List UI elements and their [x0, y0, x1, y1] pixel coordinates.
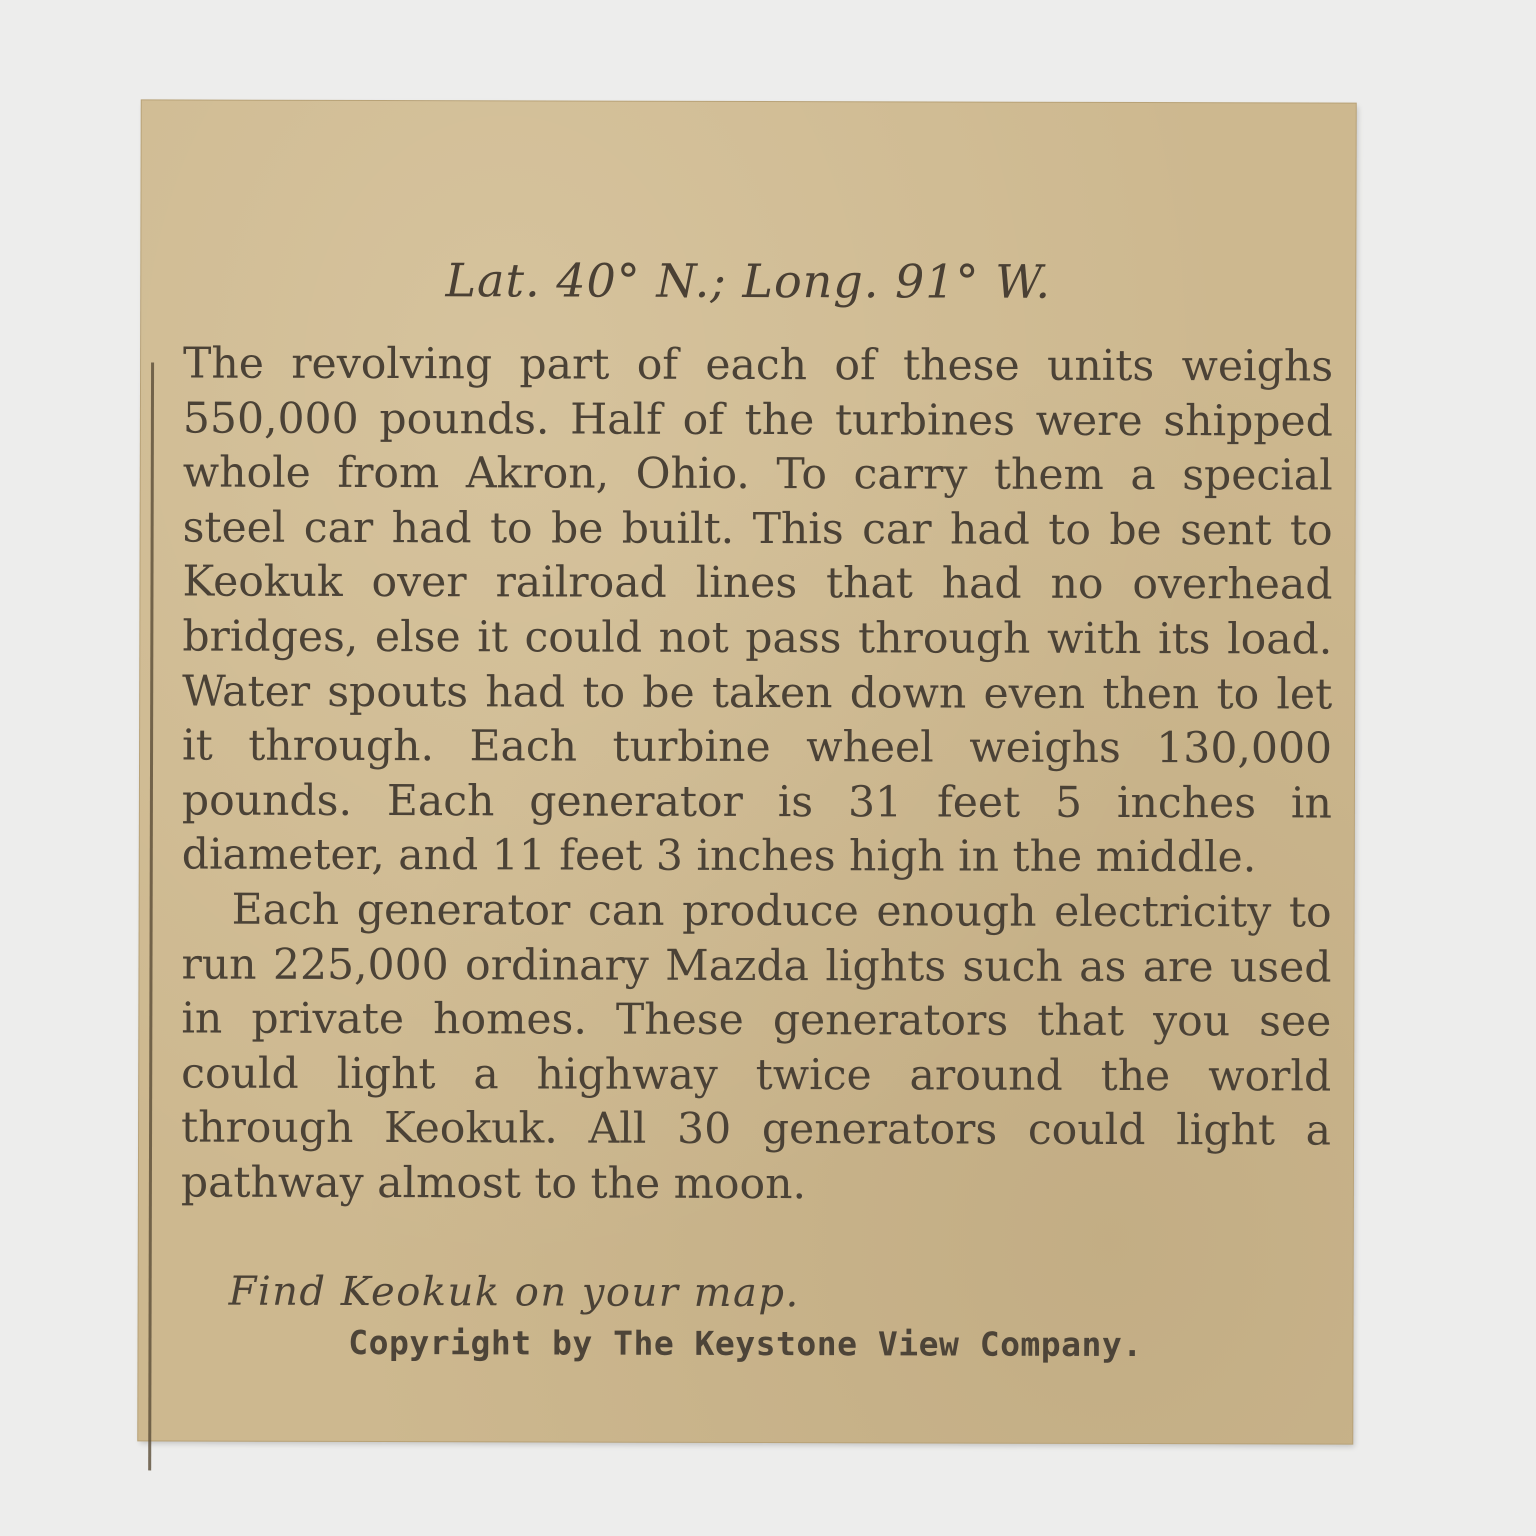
margin-rule	[148, 362, 154, 1470]
paragraph-generators: Each generator can produce enough electricity to run 225,000 ordinary Mazda lights such as are used in private homes. These generators that you see could light a highway twice around the world through Keokuk. All 30 generators could light a pathway almost to the moon.	[180, 885, 1332, 1210]
copyright-line: Copyright by The Keystone View Company.	[348, 1322, 1143, 1365]
coordinates-heading: Lat. 40° N.; Long. 91° W.	[445, 253, 1052, 309]
description-text	[181, 338, 1333, 1215]
paragraph-turbines: The revolving part of each of these units weighs 550,000 pounds. Half of the turbines were shipped whole from Akron, Ohio. To carry them a special steel car had to be built. This car had to be sent to Keokuk over railroad lines that had no overhead bridges, else it could not pass through with its load. Water spouts had to be taken down even then to let it through. Each turbine wheel weighs 130,000 pounds. Each generator is 31 feet 5 inches in diameter, and 11 feet 3 inches high in the middle.	[181, 339, 1334, 883]
stereoview-card-back	[138, 100, 1356, 1443]
find-on-map-note: Find Keokuk on your map.	[228, 1268, 800, 1317]
